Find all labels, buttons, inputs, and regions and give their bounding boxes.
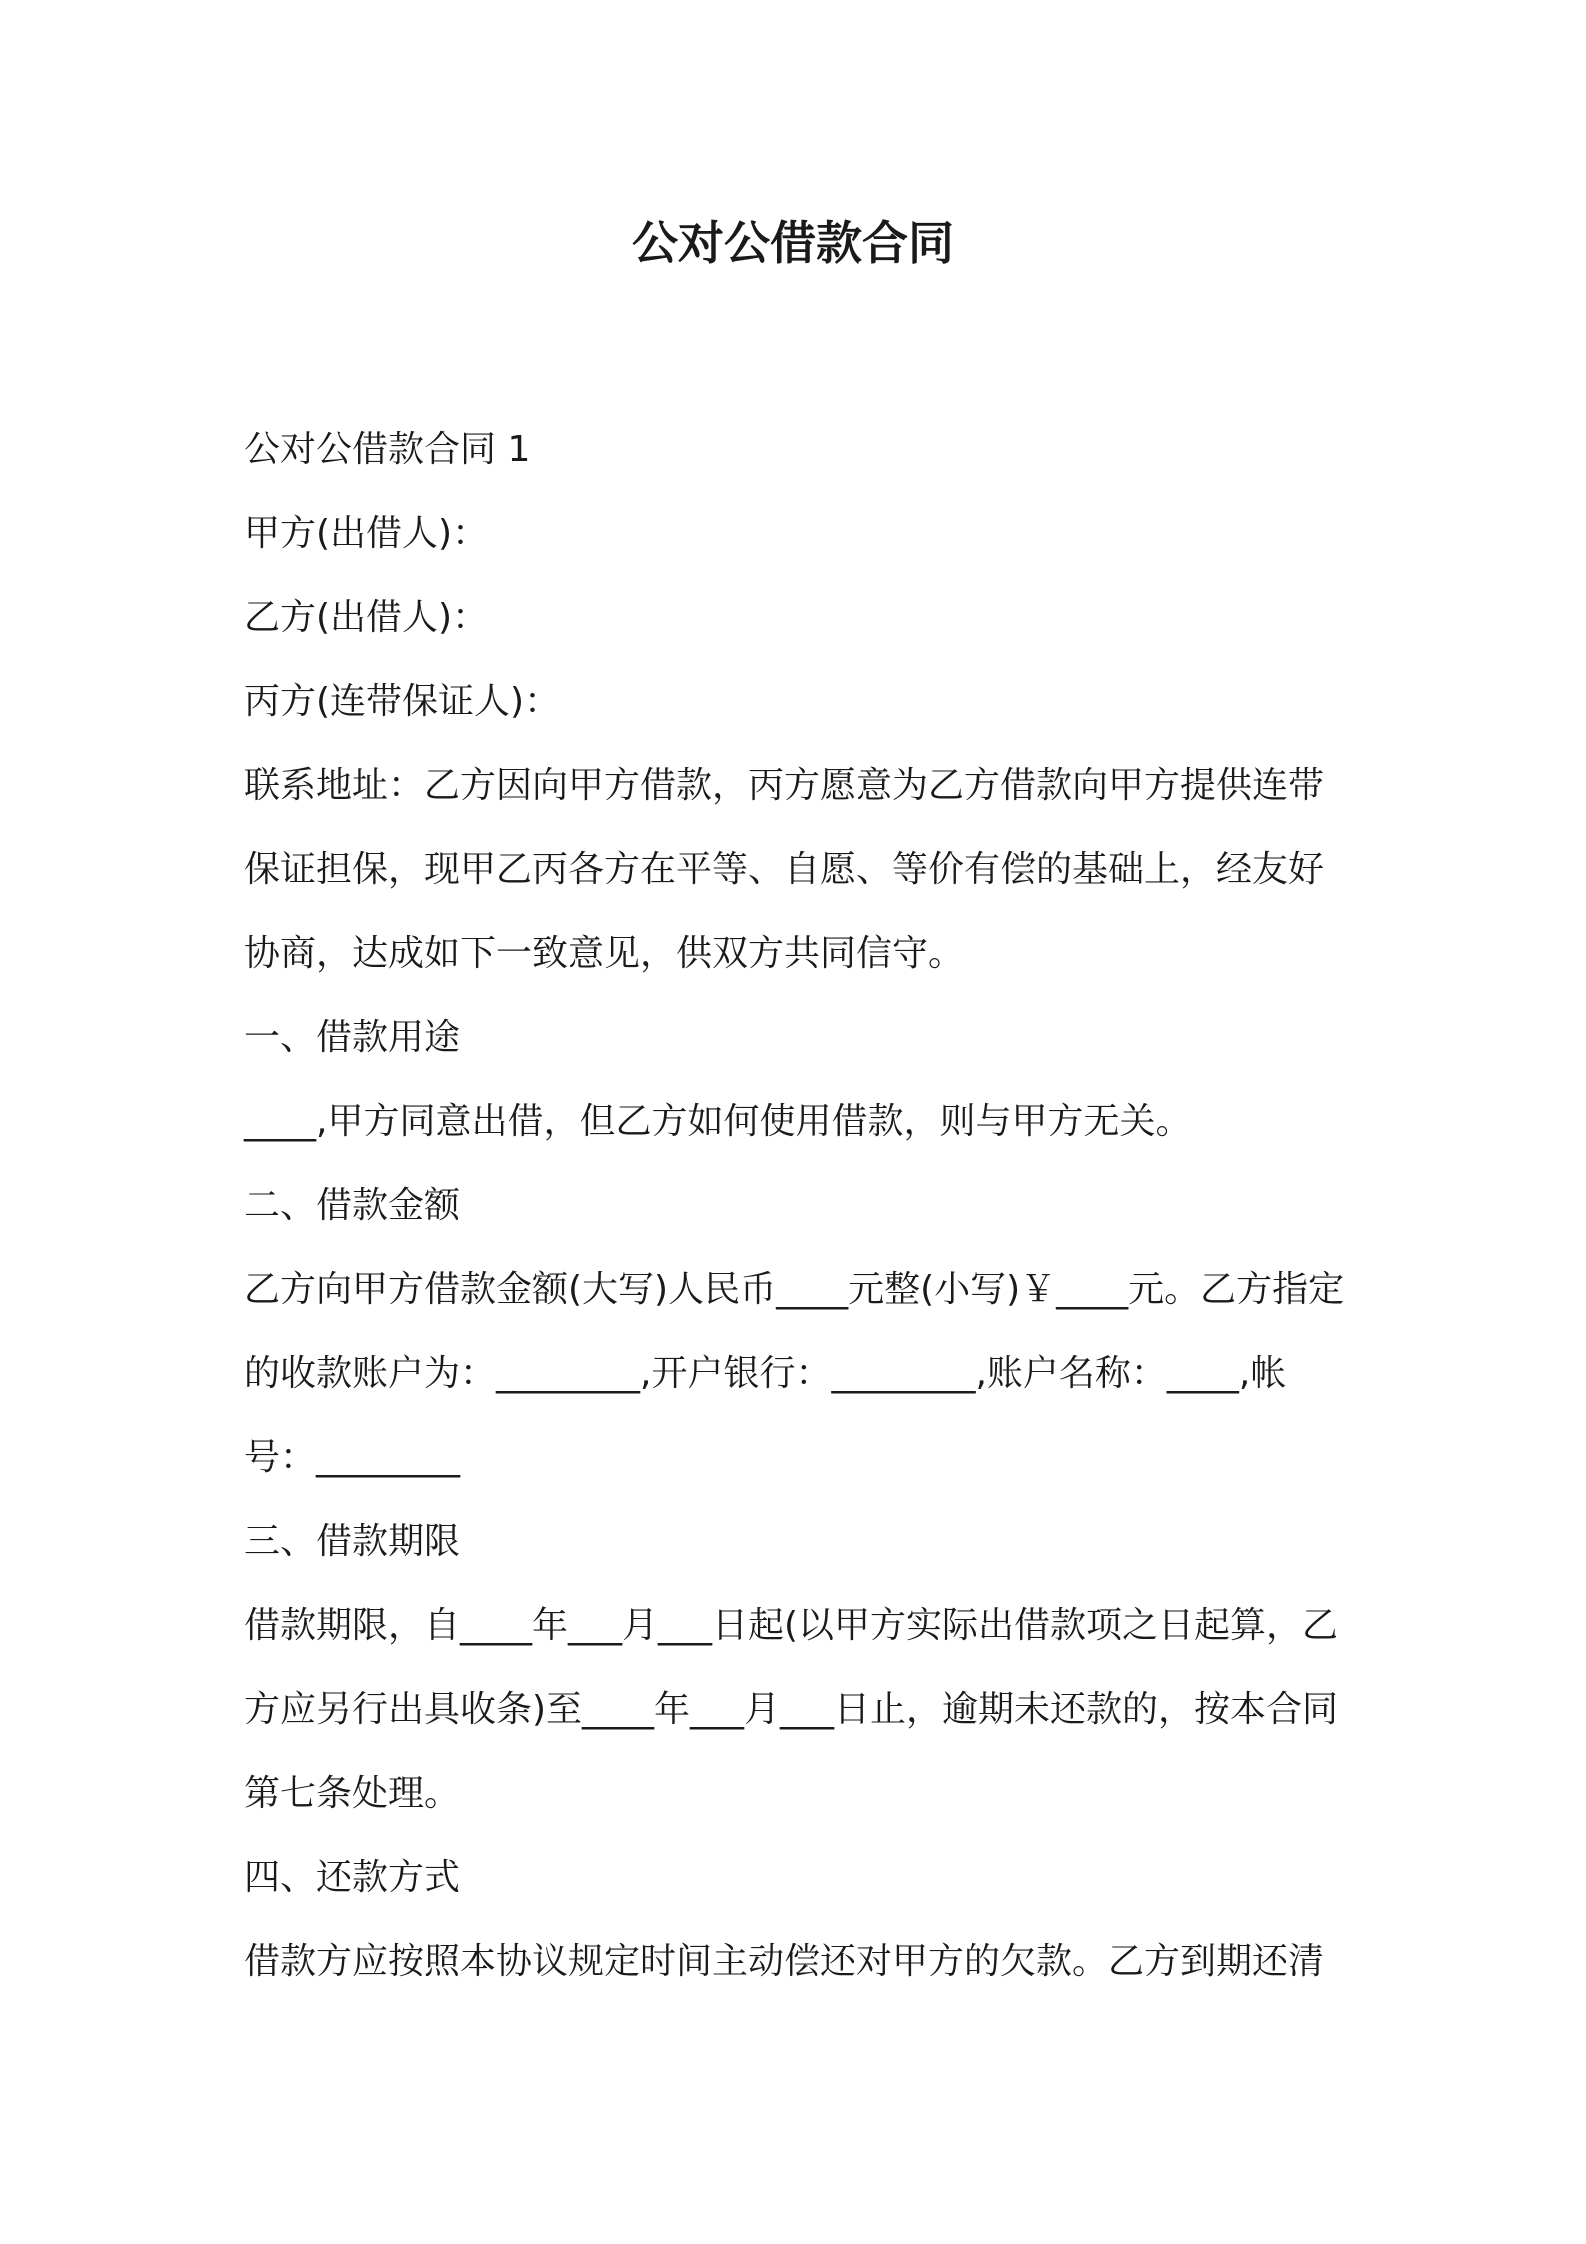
section-text-repayment: 借款方应按照本协议规定时间主动偿还对甲方的欠款。乙方到期还清 — [244, 1941, 1325, 1982]
party-c-line: 丙方(连带保证人)： — [244, 681, 561, 722]
section-heading-repayment: 四、还款方式 — [244, 1857, 461, 1898]
party-a-line: 甲方(出借人)： — [244, 513, 489, 554]
section-text-amount: 乙方向甲方借款金额(大写)人民币____元整(小写)￥____元。乙方指定的收款账户为：________,开户银行：________,账户名称：____,帐号：________ — [244, 1269, 1345, 1478]
section-heading-purpose: 一、借款用途 — [244, 1017, 461, 1058]
section-text-purpose: ____,甲方同意出借，但乙方如何使用借款，则与甲方无关。 — [244, 1101, 1192, 1142]
intro-paragraph: 联系地址：乙方因向甲方借款，丙方愿意为乙方借款向甲方提供连带保证担保，现甲乙丙各方在平等、自愿、等价有偿的基础上，经友好协商，达成如下一致意见，供双方共同信守。 — [244, 765, 1325, 974]
section-text-term: 借款期限，自____年___月___日起(以甲方实际出借款项之日起算，乙方应另行出具收条)至____年___月___日止，逾期未还款的，按本合同第七条处理。 — [244, 1605, 1339, 1814]
section-heading-amount: 二、借款金额 — [244, 1185, 461, 1226]
party-b-line: 乙方(出借人)： — [244, 597, 489, 638]
document-title: 公对公借款合同 — [632, 216, 954, 270]
section-heading-term: 三、借款期限 — [244, 1521, 461, 1562]
contract-subtitle: 公对公借款合同 1 — [244, 429, 531, 470]
document-body — [244, 408, 1354, 2004]
